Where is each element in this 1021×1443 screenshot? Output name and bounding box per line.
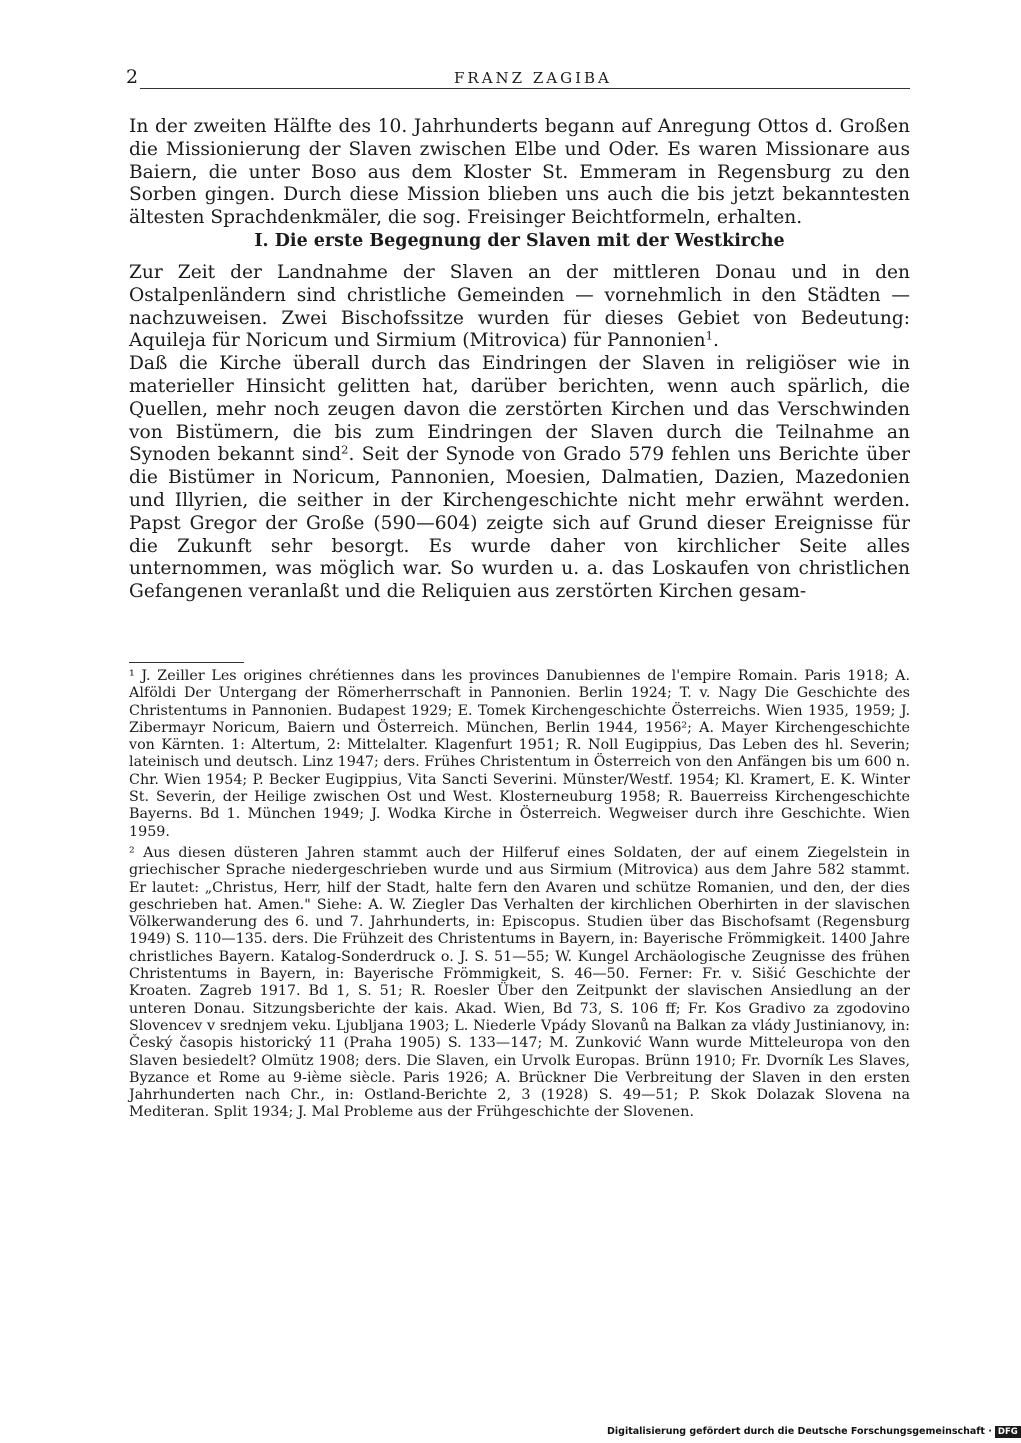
footnote-2: ² Aus diesen düsteren Jahren stammt auch der Hilferuf eines Soldaten, der auf einem Ziegelstein in griechischer Sprache niedergeschrieben wurde und aus Sirmium (Mitrovica) aus dem Jahre 582 stammt. Er lautet: „Christus, Herr, hilf der Stadt, halte fern den Avaren und schütze Romanien, und den, der dies geschrieben hat. Amen." Siehe: A. W. Ziegler Das Verhalten der kirchlichen Oberhirten in der slavischen Völkerwanderung des 6. und 7. Jahrhunderts, in: Episcopus. Studien über das Bischofsamt (Regensburg 1949) S. 110—135. ders. Die Frühzeit des Christentums in Bayern, in: Bayerische Frömmigkeit. 1400 Jahre christliches Bayern. Katalog-Sonderdruck o. J. S. 51—55; W. Kungel Archäologische Zeugnisse des frühen Christentums in Bayern, in: Bayerische Frömmigkeit, S. 46—50. Ferner: Fr. v. Sišić Geschichte der Kroaten. Zagreb 1917. Bd 1, S. 51; R. Roesler Über den Zeitpunkt der slavischen Ansiedlung an der unteren Donau. Sitzungsberichte der kais. Akad. Wien, Bd 73, S. 106 ff; Fr. Kos Gradivo za zgodovino Slovencev v srednjem veku. Ljubljana 1903; L. Niederle Vpády Slovanů na Balkan za vlády Justinianovy, in: Český časopis historický 11 (Praha 1905) S. 133—147; M. Zunković Wann wurde Mitteleuropa von den Slaven besiedelt? Olmütz 1908; ders. Die Slaven, ein Urvolk Europas. Brünn 1910; Fr. Dvorník Les Slaves, Byzance et Rome au 9-ième siècle. Paris 1926; A. Brückner Die Verbreitung der Slaven in den ersten Jahrhunderten nach Chr., in: Ostland-Berichte 2, 3 (1928) S. 49—51; P. Skok Dolazak Slovena na Mediteran. Split 1934; J. Mal Probleme aus der Frühgeschichte der Slovenen. [129, 844, 910, 1121]
paragraph-2 [129, 353, 910, 604]
footnote-1: ¹ J. Zeiller Les origines chrétiennes dans les provinces Danubiennes de l'empire Romain. Paris 1918; A. Alföldi Der Untergang der Römerherrschaft in Pannonien. Berlin 1924; T. v. Nagy Die Geschichte des Christentums in Pannonien. Budapest 1929; E. Tomek Kirchengeschichte Österreichs. Wien 1935, 1959; J. Zibermayr Noricum, Baiern und Österreich. München, Berlin 1944, 1956²; A. Mayer Kirchengeschichte von Kärnten. 1: Altertum, 2: Mittelalter. Klagenfurt 1951; R. Noll Eugippius, Das Leben des hl. Severin; lateinisch und deutsch. Linz 1947; ders. Frühes Christentum in Österreich von den Anfängen bis um 600 n. Chr. Wien 1954; P. Becker Eugippius, Vita Sancti Severini. Münster/Westf. 1954; Kl. Kramert, E. K. Winter St. Severin, der Heilige zwischen Ost und West. Klosterneuburg 1958; R. Bauerreiss Kirchengeschichte Bayerns. Bd 1. München 1949; J. Wodka Kirche in Österreich. Wegweiser durch ihre Geschichte. Wien 1959. [129, 668, 910, 840]
header-rule [140, 88, 910, 89]
footnote-rule [129, 662, 244, 663]
digitization-credit [607, 1425, 1021, 1439]
section-heading: I. Die erste Begegnung der Slaven mit der Westkirche [254, 230, 785, 251]
running-head: FRANZ ZAGIBA [454, 69, 612, 87]
intro-paragraph: In der zweiten Hälfte des 10. Jahrhunderts begann auf Anregung Ottos d. Großen die Missionierung der Slaven zwischen Elbe und Oder. Es waren Missionare aus Baiern, die unter Boso aus dem Kloster St. Emmeram in Regensburg zu den Sorben gingen. Durch diese Mission blieben uns auch die bis jetzt bekanntesten ältesten Sprachdenkmäler, die sog. Freisinger Beichtformeln, erhalten. [129, 116, 910, 229]
credit-text: Digitalisierung gefördert durch die Deutsche Forschungsgemeinschaft · [607, 1426, 992, 1437]
paragraph-2-text-a: Daß die Kirche überall durch das Eindringen der Slaven in religiöser wie in materieller Hinsicht gelitten hat, darüber berichten, wenn auch spärlich, die Quellen, mehr noch zeugen davon die zerstörten Kirchen und das Verschwinden von Bistümern, die bis zum Eindringen der Slaven durch die Teilnahme an Synoden bekannt sind [129, 353, 910, 466]
footnote-ref-2: 2 [341, 443, 349, 458]
footnotes [129, 668, 910, 1122]
main-text [129, 116, 910, 604]
page-number: 2 [126, 66, 139, 88]
paragraph-1: Zur Zeit der Landnahme der Slaven an der mittleren Donau und in den Ostalpenländern sind christliche Gemeinden — vornehmlich in den Städten — nachzuweisen. Zwei Bischofssitze wurden für dieses Gebiet von Bedeutung: Aquileja für Noricum und Sirmium (Mitrovica) für Pannonien$^1$. [129, 261, 910, 352]
page-header [126, 66, 910, 90]
dfg-logo-icon: DFG [995, 1426, 1021, 1438]
footnote-ref-1: 1 [705, 329, 713, 344]
paragraph-2-text-b: . Seit der Synode von Grado 579 fehlen uns Berichte über die Bistümer in Noricum, Pannonien, Moesien, Dalmatien, Dazien, Mazedonien und Illyrien, die seither in der Kirchengeschichte nicht mehr erwähnt werden. Papst Gregor der Große (590—604) zeigte sich auf Grund dieser Ereignisse für die Zukunft sehr besorgt. Es wurde daher von kirchlicher Seite alles unternommen, was möglich war. So wurden u. a. das Loskaufen von christlichen Gefangenen veranlaßt und die Reliquien aus zerstörten Kirchen gesam- [129, 444, 910, 603]
paragraph-1-text: Zur Zeit der Landnahme der Slaven an der mittleren Donau und in den Ostalpenländern sind christliche Gemeinden — vornehmlich in den Städten — nachzuweisen. Zwei Bischofssitze wurden für dieses Gebiet von Bedeutung: Aquileja für Noricum und Sirmium (Mitrovica) für Pannonien [129, 261, 910, 352]
